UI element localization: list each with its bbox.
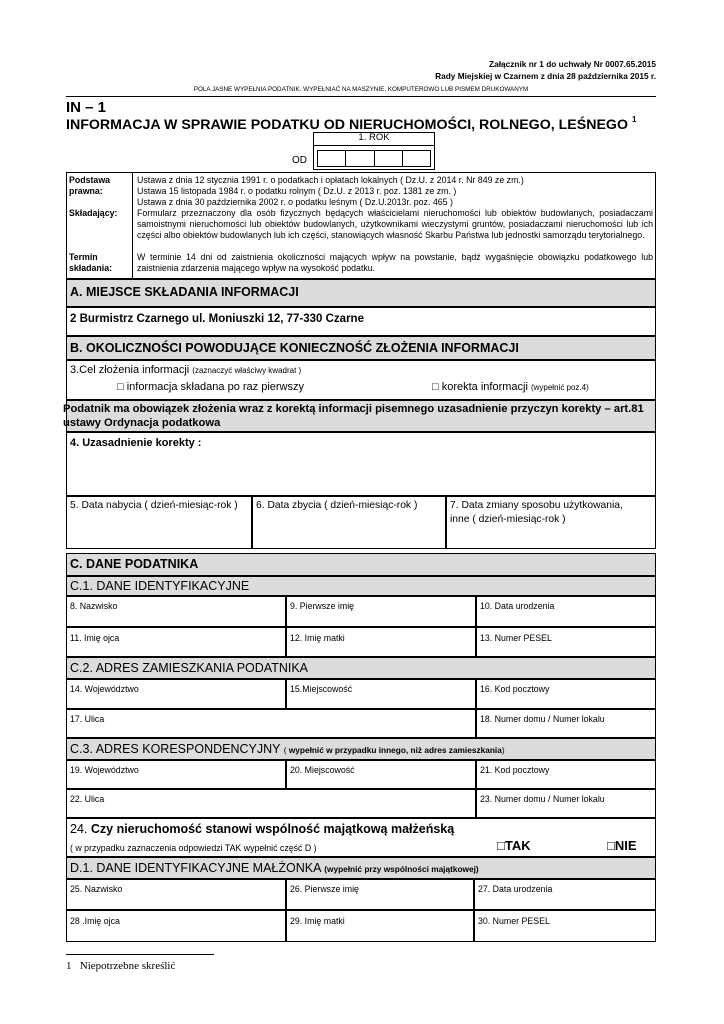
joint-property-question xyxy=(70,822,454,836)
basis-line-2: Ustawa 15 listopada 1984 r. o podatku rolnym ( Dz.U. z 2013 r. poz. 1381 ze zm. ) xyxy=(137,186,457,196)
attachment-line-2: Rady Miejskiej w Czarnem z dnia 28 października 2015 r. xyxy=(435,71,656,81)
form-title xyxy=(66,117,636,133)
section-c-title: C. DANE PODATNIKA xyxy=(70,557,199,571)
date-purchase-label: 5. Data nabycia ( dzień-miesiąc-rok ) xyxy=(70,500,238,511)
spouse-surname-label: 25. Nazwisko xyxy=(70,884,123,894)
postal-code-label: 16. Kod pocztowy xyxy=(480,684,550,694)
form-title-text: INFORMACJA W SPRAWIE PODATKU OD NIERUCHOMOŚCI, ROLNEGO, LEŚNEGO xyxy=(66,117,628,133)
correction-hint: (wypełnić poz.4) xyxy=(530,383,589,392)
pesel-label: 13. Numer PESEL xyxy=(480,633,552,643)
street-cell[interactable] xyxy=(66,709,476,738)
spouse-first-name-label: 26. Pierwsze imię xyxy=(290,884,359,894)
year-input[interactable] xyxy=(317,150,431,167)
header-divider xyxy=(66,96,656,97)
q24-text: Czy nieruchomość stanowi wspólność majątkową małżeńską xyxy=(90,822,455,836)
basis-line-3: Ustawa z dnia 30 października 2002 r. o podatku leśnym ( Dz.U.2013r. poz. 465 ) xyxy=(137,197,453,207)
od-label: OD xyxy=(292,155,307,166)
date-change-label-1: 7. Data zmiany sposobu użytkowania, xyxy=(450,500,623,511)
purpose-label-text: 3.Cel złożenia informacji xyxy=(70,364,190,376)
first-name-label: 9. Pierwsze imię xyxy=(290,601,355,611)
footnote-divider xyxy=(66,954,214,955)
d1-title-text: D.1. DANE IDENTYFIKACYJNE MAŁŻONKA xyxy=(70,861,321,875)
footnote xyxy=(66,960,175,972)
attachment-line-1: Załącznik nr 1 do uchwały Nr 0007.65.2015 xyxy=(489,59,656,69)
corr-locality-label: 20. Miejscowość xyxy=(290,765,355,775)
corr-voivodeship-label: 19. Województwo xyxy=(70,765,139,775)
spouse-mother-name-cell[interactable] xyxy=(286,910,474,942)
mother-name-label: 12. Imię matki xyxy=(290,633,345,643)
justification-label: 4. Uzasadnienie korekty : xyxy=(70,437,202,449)
footnote-text: Niepotrzebne skreślić xyxy=(79,960,176,972)
filer-text: Formularz przeznaczony dla osób fizycznych będących właścicielami nieruchomości lub obiektów budowlanych, posiadaczami samoistnymi nieruchomości lub obiektów budowlanych, użytkownikami wieczystymi gruntów, posiadaczami nieruchomości lub ich części albo obiektów budowlanych lub ich części, stanowiących własność Skarbu Państwa lub jednostki samorządu terytorialnego. xyxy=(137,208,653,240)
footnote-mark: 1 xyxy=(66,960,72,972)
father-name-label: 11. Imię ojca xyxy=(70,633,120,643)
submission-place: 2 Burmistrz Czarnego ul. Moniuszki 12, 77-330 Czarne xyxy=(70,313,364,325)
date-change-label-2: inne ( dzień-miesiąc-rok ) xyxy=(450,514,566,525)
q24-yes-checkbox[interactable]: □TAK xyxy=(497,838,531,853)
corr-street-cell[interactable] xyxy=(66,789,476,818)
form-code: IN – 1 xyxy=(66,99,107,116)
date-disposal-label: 6. Data zbycia ( dzień-miesiąc-rok ) xyxy=(256,500,418,511)
basis-label: Podstawa prawna: xyxy=(69,175,111,196)
d1-title xyxy=(66,861,479,875)
voivodeship-label: 14. Województwo xyxy=(70,684,139,694)
surname-label: 8. Nazwisko xyxy=(70,601,118,611)
purpose-first-option[interactable]: □ informacja składana po raz pierwszy xyxy=(117,381,304,393)
d1-hint: (wypełnić przy wspólności majątkowej) xyxy=(324,864,479,874)
title-footnote-mark: 1 xyxy=(631,115,637,124)
corr-house-number-label: 23. Numer domu / Numer lokalu xyxy=(480,794,605,804)
q24-number: 24. xyxy=(70,822,88,836)
basis-line-1: Ustawa z dnia 12 stycznia 1991 r. o podatkach i opłatach lokalnych ( Dz.U. z 2014 r. Nr 849 ze zm.) xyxy=(137,175,524,185)
spouse-birth-date-label: 27. Data urodzenia xyxy=(478,884,553,894)
section-b-title: B. OKOLICZNOŚCI POWODUJĄCE KONIECZNOŚĆ ZŁOŻENIA INFORMACJI xyxy=(70,341,519,355)
corr-street-label: 22. Ulica xyxy=(70,794,105,804)
year-label: 1. ROK xyxy=(313,132,435,146)
locality-label: 15.Miejscowość xyxy=(290,684,353,694)
spouse-pesel-cell[interactable] xyxy=(474,910,656,942)
section-a-title: A. MIEJSCE SKŁADANIA INFORMACJI xyxy=(70,285,299,299)
corr-postal-code-label: 21. Kod pocztowy xyxy=(480,765,550,775)
correction-label: □ korekta informacji xyxy=(432,381,528,393)
house-number-label: 18. Numer domu / Numer lokalu xyxy=(480,714,605,724)
spouse-mother-name-label: 29. Imię matki xyxy=(290,916,345,926)
c2-title: C.2. ADRES ZAMIESZKANIA PODATNIKA xyxy=(70,661,309,675)
spouse-father-name-cell[interactable] xyxy=(66,910,286,942)
spouse-father-name-label: 28 .Imię ojca xyxy=(70,916,120,926)
c3-hint: wypełnić w przypadku innego, niż adres zamieszkania xyxy=(288,745,502,755)
filer-label: Składający: xyxy=(69,208,118,218)
c3-title: C.3. ADRES KORESPONDENCYJNY ( wypełnić w przypadku innego, niż adres zamieszkania) xyxy=(70,742,505,756)
purpose-correction-option[interactable] xyxy=(432,381,589,393)
deadline-label: Termin składania: xyxy=(69,252,113,273)
purpose-label xyxy=(70,364,301,376)
spouse-pesel-label: 30. Numer PESEL xyxy=(478,916,550,926)
q24-hint: ( w przypadku zaznaczenia odpowiedzi TAK wypełnić część D ) xyxy=(70,843,317,853)
c3-title-text: C.3. ADRES KORESPONDENCYJNY xyxy=(70,742,281,756)
fields-note: POLA JASNE WYPEŁNIA PODATNIK. WYPEŁNIAĆ NA MASZYNIE, KOMPUTEROWO LUB PISMEM DRUKOWANYM xyxy=(193,86,529,93)
birth-date-label: 10. Data urodzenia xyxy=(480,601,555,611)
deadline-text: W terminie 14 dni od zaistnienia okoliczności mających wpływ na powstanie, bądź wygaśnięcie obowiązku podatkowego lub zaistnienia zdarzenia mającego wpływ na wysokość podatku. xyxy=(137,252,653,273)
c1-title: C.1. DANE IDENTYFIKACYJNE xyxy=(70,579,250,593)
purpose-hint: (zaznaczyć właściwy kwadrat ) xyxy=(192,366,302,375)
correction-notice: Podatnik ma obowiązek złożenia wraz z korektą informacji pisemnego uzasadnienie przyczyn korekty – art.81 ustawy Ordynacja podatkowa xyxy=(63,403,644,429)
q24-no-checkbox[interactable]: □NIE xyxy=(607,838,637,853)
street-label: 17. Ulica xyxy=(70,714,105,724)
